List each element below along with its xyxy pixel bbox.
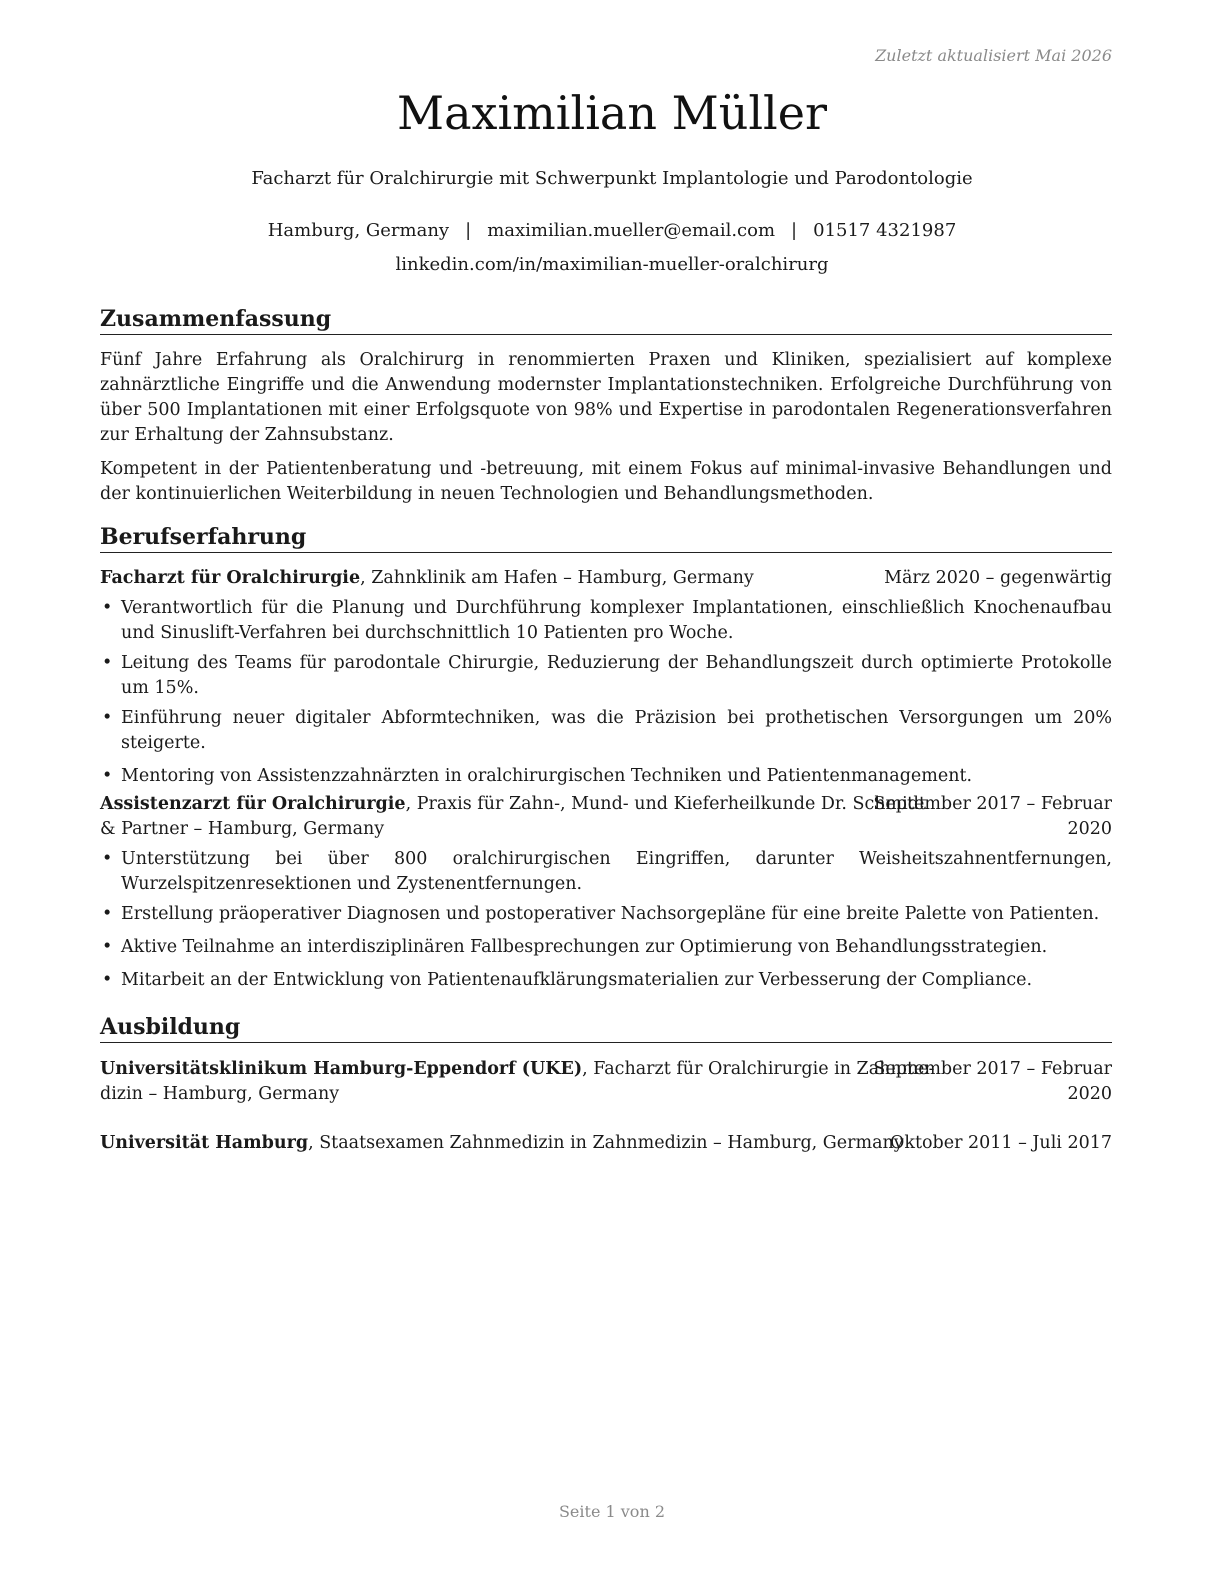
job-bullets [100,847,1112,993]
job-role: Facharzt für Oralchirurgie [100,568,361,588]
section-title-experience: Berufserfahrung [100,523,1112,553]
degree: dizin – Hamburg, Germany [100,1084,340,1104]
headline: Facharzt für Oralchirurgie mit Schwerpunkt Implantologie und Parodontologie [251,168,973,189]
job-org: , Praxis für Zahn-, Mund- und Kieferheilkunde Dr. Schmidt [405,794,926,814]
list-item: • Unterstützung bei über 800 oralchirurgischen Eingriffen, darunter Weisheitszahnentfernungen, Wurzelspitzenresektionen und Zystenentfernungen. [100,847,1112,897]
job-dates: 2020 [1067,819,1112,839]
job-org: , Zahnklinik am Hafen – Hamburg, Germany [360,568,754,588]
list-item: • Einführung neuer digitaler Abformtechniken, was die Präzision bei prothetischen Versorgungen um 20% steigerte. [100,706,1112,756]
contact-separator: | [465,220,472,241]
list-item: • Leitung des Teams für parodontale Chirurgie, Reduzierung der Behandlungszeit durch optimierte Protokolle um 15%. [100,651,1112,701]
degree: , Facharzt für Oralchirurgie in Zahnme- [582,1059,935,1079]
degree: , Staatsexamen Zahnmedizin in Zahnmedizin – Hamburg, Germany [308,1133,904,1153]
summary-paragraph: Kompetent in der Patientenberatung und -betreuung, mit einem Fokus auf minimal-invasive Behandlungen und der kontinuierlichen Weiterbildung in neuen Technologien und Behandlungsmethoden. [100,459,1112,504]
linkedin-link[interactable]: linkedin.com/in/maximilian-mueller-oralchirurg [395,254,829,275]
job-role: Assistenzarzt für Oralchirurgie [100,794,406,814]
page-number: Seite 1 von 2 [558,1502,666,1521]
school-name: Universität Hamburg [100,1133,309,1153]
candidate-name: Maximilian Müller [397,86,827,140]
phone: 01517 4321987 [813,220,957,241]
contact-separator: | [791,220,798,241]
job-bullets [100,596,1112,789]
job-dates: September 2017 – Februar [873,794,1112,814]
list-item: • Aktive Teilnahme an interdisziplinären Fallbesprechungen zur Optimierung von Behandlungsstrategien. [100,935,1112,960]
job-dates: März 2020 – gegenwärtig [884,568,1112,588]
list-item: • Verantwortlich für die Planung und Durchführung komplexer Implantationen, einschließlich Knochenaufbau und Sinuslift-Verfahren bei durchschnittlich 10 Patienten pro Woche. [100,596,1112,646]
school-name: Universitätsklinikum Hamburg-Eppendorf (UKE) [100,1059,583,1079]
contact-line [0,220,1224,241]
section-title-education: Ausbildung [100,1013,1112,1043]
last-updated: Zuletzt aktualisiert Mai 2026 [875,46,1112,65]
email-link[interactable]: maximilian.mueller@email.com [487,220,776,241]
location: Hamburg, Germany [267,220,450,241]
education-dates: Oktober 2011 – Juli 2017 [890,1133,1112,1153]
education-dates: 2020 [1067,1084,1112,1104]
section-title-summary: Zusammenfassung [100,305,1112,335]
job-org: & Partner – Hamburg, Germany [100,819,385,839]
list-item: • Erstellung präoperativer Diagnosen und postoperativer Nachsorgepläne für eine breite Palette von Patienten. [100,902,1112,927]
education-dates: September 2017 – Februar [873,1059,1112,1079]
summary-paragraph: Fünf Jahre Erfahrung als Oralchirurg in renommierten Praxen und Kliniken, spezialisiert auf komplexe zahnärztliche Eingriffe und die Anwendung modernster Implantationstechniken. Erfolgreiche Durchführung von über 500 Implantationen mit einer Erfolgsquote von 98% und Expertise in parodontalen Regenerationsverfahren zur Erhaltung der Zahnsubstanz. [100,350,1112,445]
list-item: • Mitarbeit an der Entwicklung von Patientenaufklärungsmaterialien zur Verbesserung der Compliance. [100,968,1112,993]
list-item: • Mentoring von Assistenzzahnärzten in oralchirurgischen Techniken und Patientenmanagement. [100,764,1112,789]
